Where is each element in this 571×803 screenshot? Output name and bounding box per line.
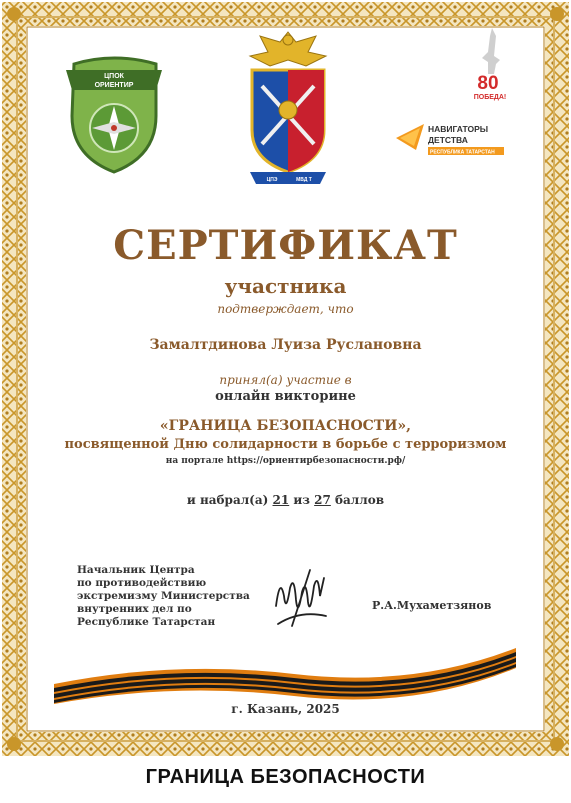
score-total: 27 [314,493,331,507]
footer-caption: ГРАНИЦА БЕЗОПАСНОСТИ [145,766,426,788]
victory-80-logo [470,26,512,102]
navigators-logo [394,116,510,160]
emblem-ribbon-left: ЦПЭ [266,177,278,183]
signatory-name: Р.А.Мухаметзянов [372,599,492,612]
chief-line: Начальник Центра [77,564,195,576]
chief-line: внутренних дел по [77,603,192,615]
navigators-line3: РЕСПУБЛИКА ТАТАРСТАН [430,149,495,156]
score-middle: из [293,493,310,507]
certificate-subtitle: участника [224,274,347,298]
mvd-emblem [242,26,334,188]
chief-line: экстремизму Министерства [77,590,250,602]
navigators-line1: НАВИГАТОРЫ [428,124,489,134]
took-part-text: принял(а) участие в [219,373,352,387]
chief-line: по противодействию [77,577,207,589]
orientir-logo [64,56,164,176]
st-george-ribbon [54,640,516,706]
signature [270,566,332,636]
victory-80-word: ПОБЕДА! [473,94,507,101]
orientir-logo-line2: ОРИЕНТИР [94,82,134,89]
score-prefix: и набрал(а) [186,493,269,507]
confirms-text: подтверждает, что [217,302,354,316]
quiz-title: «ГРАНИЦА БЕЗОПАСНОСТИ», [159,418,412,434]
victory-80-number: 80 [477,73,499,94]
city-year: г. Казань, 2025 [231,702,340,716]
quiz-dedication: посвященной Дню солидарности в борьбе с терроризмом [64,437,507,452]
score-suffix: баллов [335,493,385,507]
emblem-ribbon-right: МВД Т [296,177,312,183]
score-value: 21 [272,493,290,507]
certificate-title: СЕРТИФИКАТ [113,222,458,269]
orientir-logo-line1: ЦПОК [104,73,124,80]
participant-name: Замалтдинова Луиза Руслановна [149,337,422,353]
navigators-line2: ДЕТСТВА [428,135,468,145]
score-line [0,493,571,507]
portal-text: на портале https://ориентирбезопасности.рф/ [165,456,406,466]
chief-title [77,564,250,629]
chief-line: Республике Татарстан [77,616,216,628]
quiz-type: онлайн викторине [215,389,356,404]
